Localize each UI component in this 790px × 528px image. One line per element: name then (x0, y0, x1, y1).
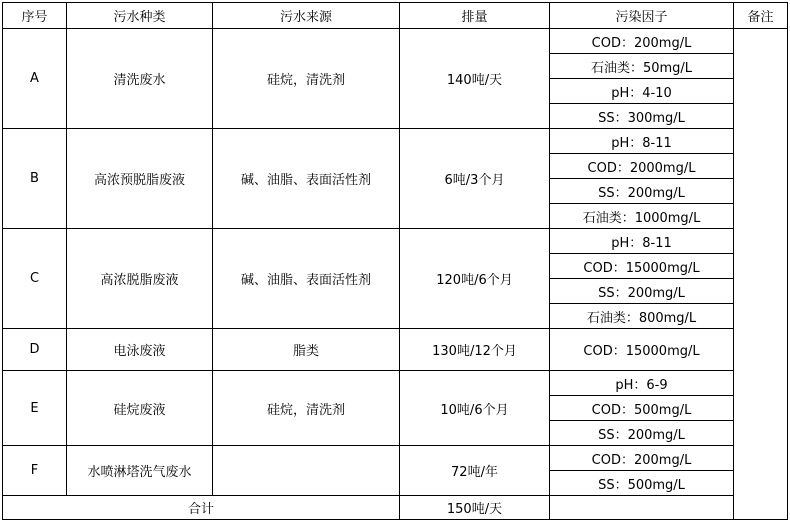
header-cell: 备注 (734, 3, 788, 29)
wastewater-type-cell: 水喷淋塔洗气废水 (67, 446, 213, 496)
pollutant-factor-cell: SS：200mg/L (550, 279, 734, 304)
wastewater-source-cell: 碱、油脂、表面活性剂 (213, 229, 400, 329)
header-cell: 污染因子 (550, 3, 734, 29)
pollutant-factor-cell: COD：200mg/L (550, 29, 734, 54)
volume-cell: 120吨/6个月 (400, 229, 550, 329)
pollutant-factor-cell: COD：2000mg/L (550, 154, 734, 179)
wastewater-type-cell: 高浓预脱脂废液 (67, 129, 213, 229)
pollutant-factor-cell: 石油类：800mg/L (550, 304, 734, 329)
pollutant-factor-cell: SS：500mg/L (550, 471, 734, 496)
row-id-cell: A (3, 29, 67, 129)
wastewater-table-container (2, 2, 788, 520)
wastewater-type-cell: 高浓脱脂废液 (67, 229, 213, 329)
pollutant-factor-cell: 石油类：1000mg/L (550, 204, 734, 229)
pollutant-factor-cell: COD：15000mg/L (550, 254, 734, 279)
volume-cell: 140吨/天 (400, 29, 550, 129)
note-cell (734, 29, 788, 520)
volume-cell: 72吨/年 (400, 446, 550, 496)
row-id-cell: E (3, 371, 67, 446)
pollutant-factor-cell: SS：200mg/L (550, 421, 734, 446)
table-row (3, 129, 788, 154)
total-label-cell: 合计 (3, 496, 400, 520)
header-row (3, 3, 788, 29)
total-empty-cell (550, 496, 734, 520)
volume-cell: 10吨/6个月 (400, 371, 550, 446)
table-row (3, 446, 788, 471)
pollutant-factor-cell: pH：8-11 (550, 229, 734, 254)
row-id-cell: D (3, 329, 67, 371)
pollutant-factor-cell: COD：15000mg/L (550, 329, 734, 371)
pollutant-factor-cell: pH：8-11 (550, 129, 734, 154)
wastewater-source-cell: 硅烷，清洗剂 (213, 29, 400, 129)
pollutant-factor-cell: SS：200mg/L (550, 179, 734, 204)
wastewater-type-cell: 清洗废水 (67, 29, 213, 129)
wastewater-table (2, 2, 788, 520)
header-cell: 污水来源 (213, 3, 400, 29)
table-row (3, 371, 788, 396)
pollutant-factor-cell: pH：6-9 (550, 371, 734, 396)
wastewater-type-cell: 电泳废液 (67, 329, 213, 371)
row-id-cell: C (3, 229, 67, 329)
total-volume-cell: 150吨/天 (400, 496, 550, 520)
pollutant-factor-cell: pH：4-10 (550, 79, 734, 104)
wastewater-type-cell: 硅烷废液 (67, 371, 213, 446)
wastewater-source-cell: 碱、油脂、表面活性剂 (213, 129, 400, 229)
wastewater-source-cell: 脂类 (213, 329, 400, 371)
pollutant-factor-cell: COD：500mg/L (550, 396, 734, 421)
header-cell: 污水种类 (67, 3, 213, 29)
row-id-cell: F (3, 446, 67, 496)
wastewater-source-cell (213, 446, 400, 496)
pollutant-factor-cell: 石油类：50mg/L (550, 54, 734, 79)
table-row (3, 29, 788, 54)
table-row (3, 229, 788, 254)
wastewater-source-cell: 硅烷，清洗剂 (213, 371, 400, 446)
header-cell: 序号 (3, 3, 67, 29)
volume-cell: 6吨/3个月 (400, 129, 550, 229)
header-cell: 排量 (400, 3, 550, 29)
pollutant-factor-cell: COD：200mg/L (550, 446, 734, 471)
volume-cell: 130吨/12个月 (400, 329, 550, 371)
row-id-cell: B (3, 129, 67, 229)
pollutant-factor-cell: SS：300mg/L (550, 104, 734, 129)
total-row (3, 496, 788, 520)
table-row (3, 329, 788, 371)
